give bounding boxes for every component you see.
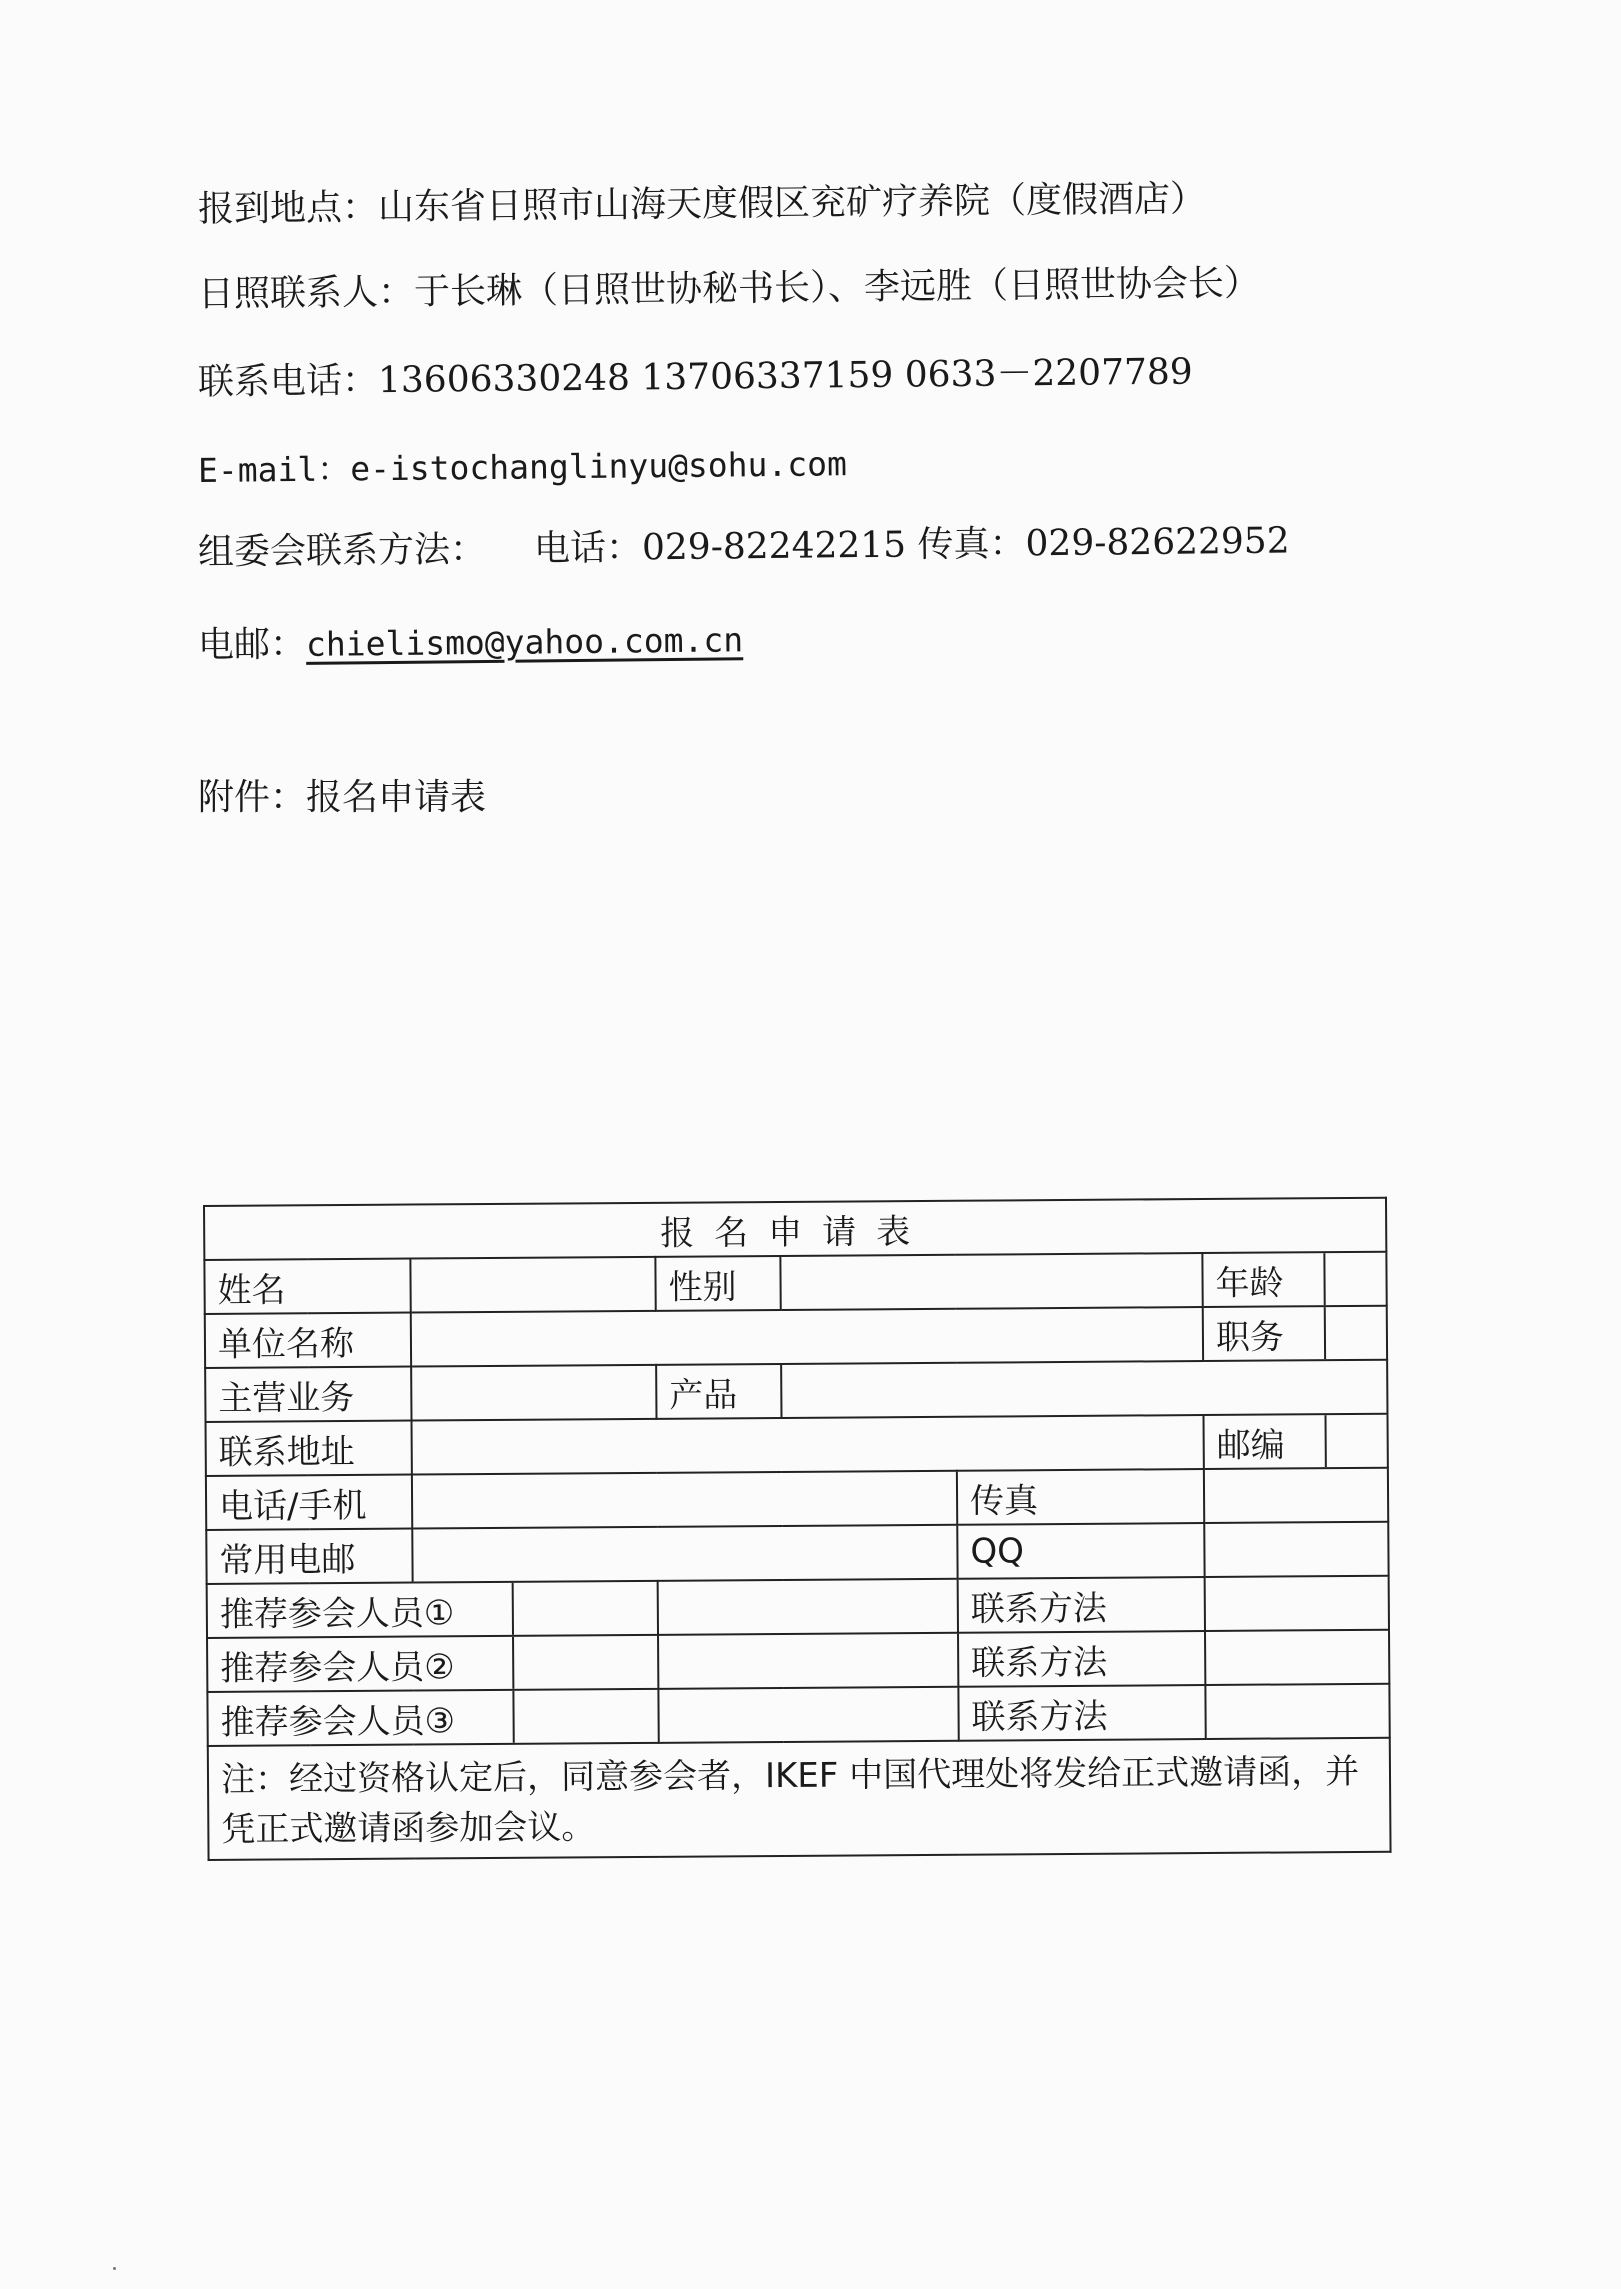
business-field[interactable] bbox=[411, 1365, 656, 1421]
company-field[interactable] bbox=[411, 1307, 1203, 1367]
email-label: E-mail： bbox=[197, 449, 351, 490]
recommend-2-cell bbox=[207, 1635, 658, 1692]
recommend-3-label: 推荐参会人员③ bbox=[208, 1691, 514, 1745]
age-label: 年龄 bbox=[1203, 1253, 1325, 1306]
name-field[interactable] bbox=[410, 1257, 655, 1313]
gender-field[interactable] bbox=[780, 1253, 1202, 1310]
contact-method-3-field[interactable] bbox=[1205, 1684, 1389, 1739]
fax-label: 传真 bbox=[957, 1469, 1204, 1525]
zip-field[interactable] bbox=[1326, 1415, 1386, 1467]
recommend-1-field[interactable] bbox=[514, 1582, 657, 1635]
committee-contact-line bbox=[198, 519, 1290, 576]
recommend-3-field-ext[interactable] bbox=[658, 1687, 958, 1743]
fax-field[interactable] bbox=[1204, 1468, 1388, 1523]
gender-label: 性别 bbox=[655, 1256, 780, 1311]
position-field[interactable] bbox=[1326, 1307, 1386, 1359]
committee-phone: 电话：029-82242215 传真：029-82622952 bbox=[533, 520, 1290, 570]
recommend-3-field[interactable] bbox=[514, 1690, 657, 1743]
registration-form bbox=[203, 1197, 1389, 1850]
phone-numbers: 13606330248 13706337159 0633－2207789 bbox=[377, 351, 1193, 402]
recommend-1-label: 推荐参会人员① bbox=[208, 1583, 514, 1637]
email-line bbox=[198, 441, 847, 494]
address-label: 联系地址 bbox=[206, 1421, 412, 1476]
age-cell bbox=[1202, 1252, 1386, 1307]
committee-email-line bbox=[198, 617, 744, 669]
name-label: 姓名 bbox=[204, 1259, 410, 1314]
position-cell bbox=[1203, 1306, 1387, 1361]
contact-people-line: 日照联系人：于长琳（日照世协秘书长）、李远胜（日照世协会长） bbox=[197, 262, 1261, 315]
phone-line bbox=[198, 350, 1193, 406]
common-email-field[interactable] bbox=[412, 1525, 957, 1583]
registration-table bbox=[203, 1197, 1392, 1861]
phone-label: 联系电话： bbox=[197, 360, 379, 403]
zip-cell bbox=[1203, 1414, 1387, 1469]
contact-method-1-label: 联系方法 bbox=[958, 1577, 1205, 1633]
qq-field[interactable] bbox=[1204, 1522, 1388, 1577]
committee-email-label: 电邮： bbox=[197, 623, 307, 666]
email-value: e-istochanglinyu@sohu.com bbox=[350, 444, 848, 489]
form-title: 报名申请表 bbox=[204, 1198, 1386, 1260]
address-field[interactable] bbox=[412, 1415, 1204, 1475]
recommend-1-cell bbox=[207, 1581, 658, 1638]
recommend-2-label: 推荐参会人员② bbox=[208, 1637, 514, 1691]
form-note: 注：经过资格认定后，同意参会者，IKEF 中国代理处将发给正式邀请函，并凭正式邀请函参加会议。 bbox=[208, 1738, 1391, 1860]
recommend-2-field[interactable] bbox=[514, 1636, 657, 1689]
company-label: 单位名称 bbox=[205, 1313, 411, 1368]
common-email-label: 常用电邮 bbox=[206, 1529, 412, 1584]
age-field[interactable] bbox=[1325, 1253, 1385, 1305]
contact-method-2-field[interactable] bbox=[1205, 1630, 1389, 1685]
committee-label: 组委会联系方法： bbox=[197, 528, 487, 573]
attachment-line: 附件：报名申请表 bbox=[198, 777, 487, 818]
contact-method-2-label: 联系方法 bbox=[958, 1631, 1205, 1687]
product-field[interactable] bbox=[781, 1360, 1387, 1418]
product-label: 产品 bbox=[656, 1364, 781, 1419]
committee-email-link[interactable]: chielismo@yahoo.com.cn bbox=[305, 620, 744, 664]
venue-line: 报到地点：山东省日照市山海天度假区兖矿疗养院（度假酒店） bbox=[197, 178, 1207, 230]
business-label: 主营业务 bbox=[205, 1367, 411, 1422]
zip-label: 邮编 bbox=[1204, 1415, 1326, 1468]
phone-mobile-field[interactable] bbox=[412, 1471, 957, 1529]
qq-label: QQ bbox=[957, 1523, 1204, 1579]
scan-speck bbox=[113, 2267, 116, 2270]
recommend-3-cell bbox=[207, 1689, 658, 1746]
contact-method-1-field[interactable] bbox=[1205, 1576, 1389, 1631]
contact-method-3-label: 联系方法 bbox=[958, 1685, 1205, 1741]
recommend-1-field-ext[interactable] bbox=[658, 1579, 958, 1635]
phone-mobile-label: 电话/手机 bbox=[206, 1475, 412, 1530]
position-label: 职务 bbox=[1204, 1307, 1326, 1360]
recommend-2-field-ext[interactable] bbox=[658, 1633, 958, 1689]
